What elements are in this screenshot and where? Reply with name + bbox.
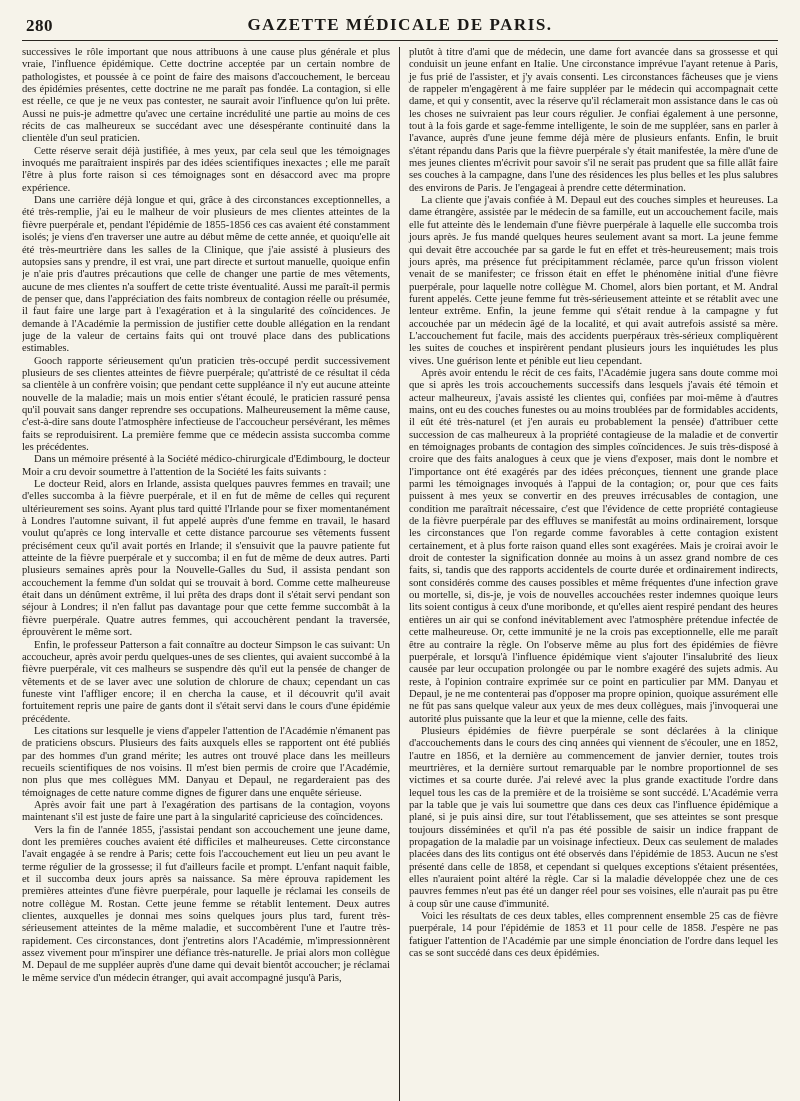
paragraph: La cliente que j'avais confiée à M. Depaul eut des couches simples et heureuses. La dame étrangère, assistée par le médecin de sa famille, eut un accouchement facile, mais elle fut atteinte dès le lendemain d'une fièvre puerpérale à laquelle elle succomba trois jours après. Je fus mandé quelques heures seulement avant sa mort. La jeune femme qui devait être accouchée par sa garde le fut en effet et très-heureusement; mais trois jours après, ma présence fut précipitamment réclamée, parce qu'un frisson violent venait de se manifester; ce frisson était en effet le phénomène initial d'une fièvre puerpérale, pour laquelle notre collègue M. Chomel, alors bien portant, et M. Andral furent appelés. Cette jeune femme fut très-sérieusement atteinte et se rétablit avec une lenteur extrême. Enfin, la jeune femme qui s'était rendue à la campagne y fut accouchée par un médecin âgé de la localité, et qui avait autrefois assisté sa mère. L'accouchement fut facile, mais des accidents puerpéraux très-sérieux compliquèrent les suites de couches et inspirèrent pendant plusieurs jours les inquiétudes les plus vives. Une guérison lente et pénible eut lieu cependant. [409,195,778,367]
paragraph: Après avoir entendu le récit de ces faits, l'Académie jugera sans doute comme moi que si après les trois accouchements successifs dans lesquels j'avais été témoin et acteur malheureux, j'avais assisté les clientes qui, confiées par moi-même à d'autres mains, ont eu des couches funestes ou au moins troublées par de formidables accidents, il eût été très-naturel (et j'en aurais eu probablement la pensée) d'attribuer cette succession de cas malheureux à la propriété contagieuse de la maladie et de convertir en témoignages probants de contagion des simples coïncidences. Je suis très-disposé à croire que des faits analogues à ceux que je viens d'exposer, mais dont le nombre et l'importance ont été exagérés par des idées préconçues, tiennent une grande place parmi les témoignages invoqués à l'appui de la contagion; or, pour que ces faits puissent à mes yeux se convertir en des preuves irrécusables de contagion, une condition me paraîtrait nécessaire, c'est que l'évidence de cette propriété contagieuse de la fièvre puerpérale par des effluves se manifestât au moins ordinairement, lorsque les circonstances que l'on regarde comme favorables à cette contagion existent certainement, et à plus forte raison quand elles sont exagérées. Mais je croirai avoir le droit de contester la signification donnée au moins à un assez grand nombre de ces faits, si, tandis que des rapports accidentels de courte durée et ordinairement indirects, sont considérés comme des causes possibles et même fréquentes d'une infection grave ou mortelle, si, dis-je, je vois de nouvelles accouchées rester indemnes quoique leurs lits soient contigus à ceux d'une moribonde, et qu'elles aient respiré pendant des heures entières un air qui se confond inévitablement avec l'atmosphère prétendue infectée de cette malheureuse. Or, cette immunité je ne la crois pas exceptionnelle, elle me paraît être au contraire la règle. On l'observe même au plus fort des épidémies de fièvre puerpérale, et lorsqu'à l'influence épidémique vient s'ajouter l'insalubrité des lieux causée par leur occupation prolongée ou par le nombre exagéré des sujets admis. Au reste, à l'opinion contraire exprimée sur ce point en particulier par MM. Danyau et Depaul, je ne me contenterai pas d'opposer ma propre opinion, quoique assurément elle ne fût pas sans quelque valeur aux yeux de mes deux collègues, mais j'invoquerai une autorité plus puissante que la leur et que la mienne, celle des faits. [409,367,778,725]
paragraph: Gooch rapporte sérieusement qu'un praticien très-occupé perdit successivement plusieurs de ses clientes atteintes de fièvre puerpérale; qu'attristé de ce résultat il céda sa clientèle à un confrère voisin; que pendant cette suppléance il n'y eut aucune atteinte nouvelle de la maladie; mais un mois entier s'étant écoulé, le praticien rassuré pensa qu'il pouvait sans danger reprendre ses occupations. Malheureusement la même cause, c'est-à-dire sans doute l'atmosphère infectieuse de l'accoucheur persévérant, les mêmes faits se reproduisirent. La première femme que ce médecin assista succomba comme les précédentes. [22,355,390,453]
paragraph: Dans une carrière déjà longue et qui, grâce à des circonstances exceptionnelles, a été très-remplie, j'ai eu le malheur de voir plusieurs de mes clientes atteintes de la fièvre puerpérale et, pendant l'épidémie de 1855-1856 ces cas avaient été constamment isolés; je viens d'en traverser une autre au début même de cette année, et quoiqu'elle ait été très-meurtrière dans les salles de la Clinique, que j'aie assisté à plusieurs des autopsies sans y prendre, il est vrai, une part directe et surtout manuelle, quoique enfin je n'aie pris d'autres précautions que celle de changer une partie de mes vêtements, aucune de mes clientes n'a souffert de cette triste éventualité. Aussi me paraît-il permis de penser que, dans l'appréciation des faits nombreux de contagion réelle ou présumée, il faut faire une large part à l'exagération et à la singularité des coïncidences. Je demande à l'Académie la permission de justifier cette double allégation en la rendant juge de la valeur de certains faits qui ont trouvé place dans des publications estimables. [22,195,390,355]
paragraph: Voici les résultats de ces deux tables, elles comprennent ensemble 25 cas de fièvre puerpérale, 14 pour l'épidémie de 1853 et 11 pour celle de 1858. J'espère ne pas fatiguer l'attention de l'Académie par une simple énonciation de l'ordre dans lequel les cas se sont succédé dans ces deux épidémies. [409,911,778,960]
paragraph: Les citations sur lesquelle je viens d'appeler l'attention de l'Académie n'émanent pas de praticiens obscurs. Plusieurs des faits auxquels elles se rapportent ont été publiés par des hommes d'un grand mérite; les autres ont trouvé place dans les meilleurs recueils scientifiques de nos voisins. Il m'est bien permis de croire que l'Académie, non plus que mes collègues MM. Danyau et Depaul, ne regarderaient pas des témoignages de cette nature comme dignes de figurer dans une enquête sérieuse. [22,725,390,799]
paragraph: successives le rôle important que nous attribuons à une cause plus générale et plus vraie, l'influence épidémique. Cette doctrine acceptée par un certain nombre de pathologistes, et poussée à ce point de faire des maisons d'accouchement, le berceau des épidémies présentes, cette doctrine ne me paraît pas fondée. La contagion, si elle est réelle, ce que je ne veux pas contester, ne saurait avoir l'influence qu'on lui prête. Aussi ne puis-je admettre qu'avec une certaine incrédulité une partie au moins de ces récits de cas malheureux se succédant avec une désespérante continuité dans la clientèle d'un seul praticien. [22,47,390,145]
paragraph: plutôt à titre d'ami que de médecin, une dame fort avancée dans sa grossesse et qui conduisit un jeune enfant en Italie. Une circonstance imprévue l'ayant retenue à Paris, je fus prié de l'assister, et j'y avais consenti. Les circonstances fâcheuses que je viens de rappeler m'engagèrent à me faire suppléer par le médecin qui accompagnait cette dame, et qui y consentit, avec la réserve qu'il réclamerait mon assistance dans le cas où les choses ne suivraient pas leur cours régulier. Je confiai également à une personne, tout à la fois garde et sage-femme intelligente, le soin de me suppléer, sans en parler à l'avance, auprès d'une jeune femme déjà mère de plusieurs enfants. Enfin, le bruit s'étant répandu dans Paris que la fièvre puerpérale s'y était manifestée, la mère d'une de mes jeunes clientes m'écrivit pour savoir s'il ne serait pas prudent que sa fille allât faire ses couches à la campagne, dans l'une des résidences les plus belles et les plus salubres des environs de Paris. Je l'engageai à prendre cette détermination. [409,47,778,194]
page-header [22,14,778,41]
left-column [22,47,400,1101]
journal-title: GAZETTE MÉDICALE DE PARIS. [247,15,553,34]
paragraph: Plusieurs épidémies de fièvre puerpérale se sont déclarées à la clinique d'accouchements dans le cours des cinq années qui viennent de s'écouler, une en 1852, l'autre en 1856, et la dernière au commencement de janvier dernier, toutes trois meurtrières, et la dernière surtout remarquable par le nombre proportionnel de ses victimes et sa courte durée. J'ai relevé avec la plus grande exactitude l'ordre dans lequel tous les cas de la première et de la troisième se sont succédé. L'Académie verra par la table que je vais lui soumettre que dans ces deux cas l'influence épidémique a plané, si je puis ainsi dire, sur tout l'établissement, que ses atteintes se sont presque toujours disséminées et qu'il n'a pas été possible de saisir un indice frappant de propagation de la maladie par un voisinage infectieux. Deux cas seulement de malades placées dans des lits contigus ont été observés dans l'épidémie de 1853. Aucun ne s'est présenté dans celle de 1858, et cependant si quelques exceptions s'étaient présentées, elles n'auraient point altéré la règle. Car si la maladie développée chez une de ces pauvres femmes n'eut pas été un danger réel pour ses voisines, elle n'aurait pas pu être à coup sûr une cause d'immunité. [409,725,778,910]
page-number: 280 [26,16,53,35]
paragraph: Le docteur Reid, alors en Irlande, assista quelques pauvres femmes en travail; une d'elles succomba à la fièvre puerpérale, et il en fut de même de celles qui reçurent ultérieurement ses soins. Ayant plus tard quitté l'Irlande pour se fixer momentanément à Londres l'automne suivant, il fut appelé auprès d'une femme en travail, le hasard voulut qu'après ce long intervalle et cette distance parcourue ses vêtements fussent précisément ceux qu'il avait portés en Irlande; il s'ensuivit que la pauvre patiente fut atteinte de la fièvre puerpérale et y succomba; il en fut de même de deux autres. Parti plusieurs semaines après pour la Nouvelle-Galles du Sud, il assista pendant son accouchement la femme d'un soldat qui se trouvait à bord. Comme cette malheureuse était dans un dénûment extrême, il lui prêta des draps dont il s'était servi pendant son séjour à Londres; il n'en fallut pas davantage pour que cette femme succombât à la fièvre puerpérale. Quatre autres femmes, qui accouchèrent pendant la traversée, éprouvèrent le même sort. [22,479,390,639]
paragraph: Dans un mémoire présenté à la Société médico-chirurgicale d'Edimbourg, le docteur Moir a cru devoir soumettre à l'attention de la Société les faits suivants : [22,454,390,478]
paragraph: Vers la fin de l'année 1855, j'assistai pendant son accouchement une jeune dame, dont les premières couches avaient été difficiles et malheureuses. Cette circonstance l'avait engagée à se rendre à Paris; cette fois l'accouchement eut lieu un peu avant le terme régulier de la grossesse; il fut d'ailleurs facile et prompt. L'enfant naquit faible, et il succomba deux jours après sa naissance. Sa mère éprouva rapidement les premières atteintes d'une fièvre puerpérale, pour laquelle je réclamai les conseils de notre collègue M. Rostan. Cette jeune femme se rétablit lentement. Deux autres clientes, auxquelles je donnai mes soins quelques jours plus tard, furent très-sérieusement atteintes de la même maladie, et succombèrent l'une et l'autre très-rapidement. Ces circonstances, dont j'entretins alors l'Académie, m'impressionnèrent assez vivement pour m'inspirer une défiance très-naturelle. Je priai alors mon collègue M. Depaul de me suppléer auprès d'une dame qui devait bientôt accoucher; je réclamai le même service d'un médecin étranger, qui avait accompagné jusqu'à Paris, [22,824,390,984]
right-column [400,47,778,1101]
paragraph: Cette réserve serait déjà justifiée, à mes yeux, par cela seul que les témoignages invoqués me paraîtraient inspirés par des idées scientifiques inexactes ; elle me paraît l'être à plus forte raison si ces témoignages sont en désaccord avec ma propre expérience. [22,145,390,194]
article-columns [22,47,778,1101]
paragraph: Après avoir fait une part à l'exagération des partisans de la contagion, voyons maintenant s'il est juste de faire une part à la singularité capricieuse des coïncidences. [22,799,390,824]
paragraph: Enfin, le professeur Patterson a fait connaître au docteur Simpson le cas suivant: Un accoucheur, après avoir perdu quelques-unes de ses clientes, qui avaient succombé à la fièvre puerpérale, vit ces malheurs se suspendre dès qu'il eut la pensée de changer de vêtements et de se laver avec une solution de chlorure de chaux; cependant un cas funeste vint l'affliger encore; il en chercha la cause, et il découvrit qu'il avait fortuitement repris une paire de gants dont il s'était servi dans le cours d'une épidémie précédente. [22,639,390,725]
